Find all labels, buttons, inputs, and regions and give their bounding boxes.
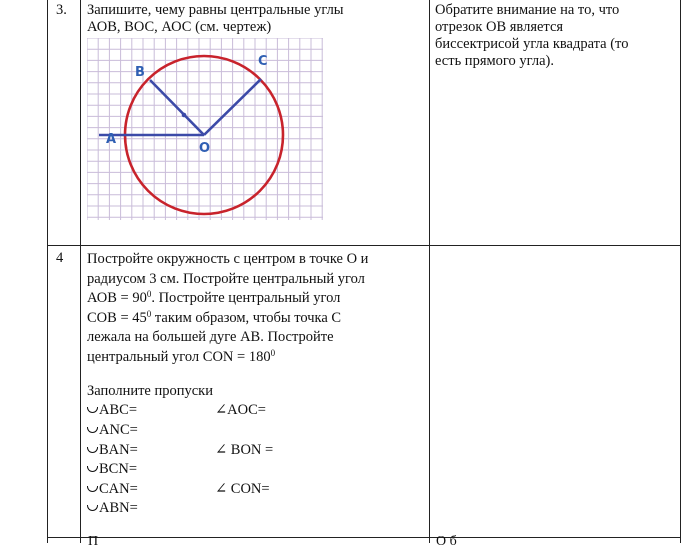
arc-icon — [87, 427, 98, 433]
arc-icon — [87, 447, 98, 453]
fill-arc-row: ABC= — [87, 401, 137, 421]
hint-line: биссектрисой угла квадрата (то — [435, 36, 629, 52]
fill-arc-row: CAN= — [87, 480, 138, 500]
hint-line: Обратите внимание на то, что — [435, 2, 620, 18]
statement-line: СОВ = $45^0$ таким образом, чтобы точка С — [87, 308, 342, 326]
table-border-numcol — [80, 0, 81, 543]
table-border-right — [680, 0, 681, 543]
table-row-divider — [47, 537, 681, 538]
label-b: B — [135, 65, 145, 80]
grid — [87, 38, 323, 220]
table-border-middle — [429, 0, 430, 543]
question-line: Запишите, чему равны центральные углы — [87, 2, 344, 18]
task-hint — [435, 2, 628, 70]
label-a: A — [106, 132, 117, 147]
arc-icon — [87, 486, 98, 492]
statement-line: центральный угол CON = $180^0$ — [87, 347, 276, 365]
table-border-left — [47, 0, 48, 543]
fill-angle-item: ∠ CON= — [215, 481, 270, 497]
task-question — [87, 2, 344, 36]
fill-title: Заполните пропуски — [87, 383, 213, 399]
fill-arc-row: ANC= — [87, 421, 138, 441]
label-c: C — [258, 54, 268, 69]
arc-icon — [87, 466, 98, 472]
hint-line: отрезок ОВ является — [435, 19, 564, 35]
task-statement — [87, 250, 368, 367]
point-marker — [182, 113, 187, 118]
table-row-divider — [47, 245, 681, 246]
task-number: 3. — [56, 2, 67, 18]
circle-diagram — [87, 38, 323, 228]
next-row-hint: О б — [436, 534, 457, 549]
task-number: 4 — [56, 250, 64, 266]
label-o: O — [199, 141, 211, 156]
fill-angle-item: ∠AOC= — [215, 402, 266, 418]
statement-line: радиусом 3 см. Постройте центральный угол — [87, 270, 365, 287]
arc-icon — [87, 505, 98, 511]
fill-arc-row: BCN= — [87, 460, 137, 480]
statement-line: Постройте окружность с центром в точке О и — [87, 251, 369, 267]
fill-arc-row: ABN= — [87, 499, 138, 519]
question-line: АОВ, ВОС, АОС (см. чертеж) — [87, 19, 272, 35]
hint-line: есть прямого угла). — [435, 53, 554, 69]
arc-icon — [87, 407, 98, 413]
statement-line: АОВ = $90^0$. Постройте центральный угол — [87, 289, 341, 306]
next-row-text: П — [88, 534, 99, 549]
statement-line: лежала на большей дуге АВ. Постройте — [87, 329, 334, 345]
fill-arc-row: BAN= — [87, 441, 138, 461]
fill-angle-item: ∠ BON = — [215, 442, 274, 458]
